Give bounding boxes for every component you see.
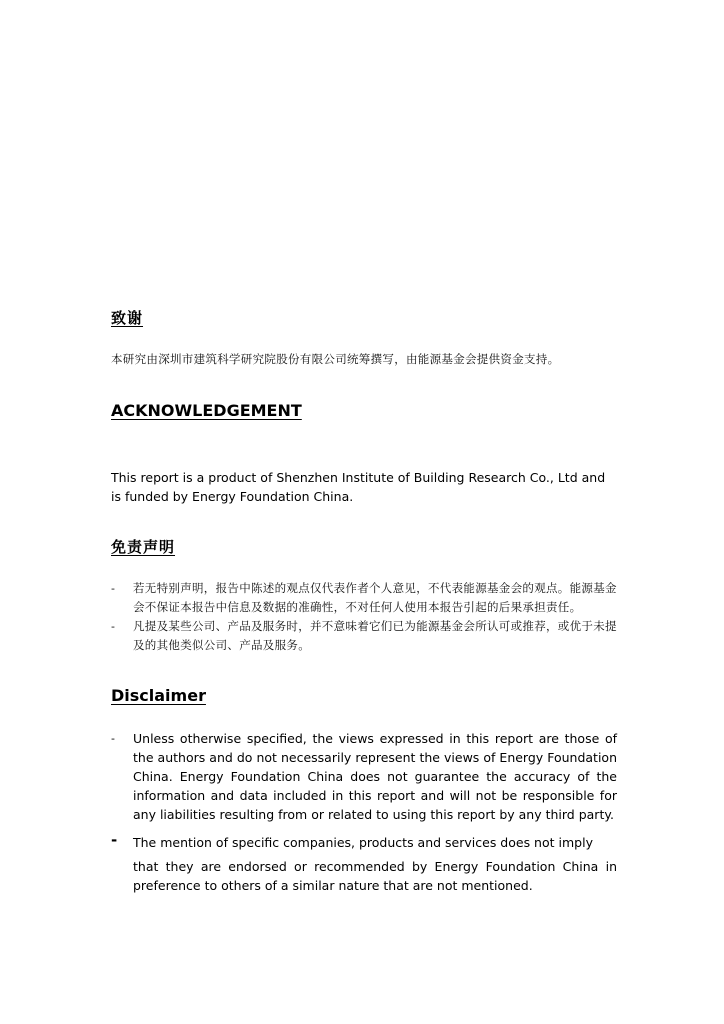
acknowledgement-en-text: This report is a product of Shenzhen Institute of Building Research Co., Ltd and is funded by Energy Foundation China. — [111, 470, 606, 504]
disclaimer-en-title: Disclaimer — [111, 686, 206, 705]
disclaimer-cn-title: 免责声明 — [111, 538, 176, 556]
bullet-dash: - — [111, 582, 116, 595]
disclaimer-cn-item — [111, 579, 617, 617]
disclaimer-cn-item — [111, 617, 617, 655]
disclaimer-en-item-text: Unless otherwise specified, the views expressed in this report are those of the authors and do not necessarily represent the views of Energy Foundation China. Energy Foundation China does not guarantee the accuracy of the information and data included in this report and will not be responsible for any liabilities resulting from or related to using this report by any third party. — [133, 731, 617, 822]
bullet-dash: - — [111, 620, 116, 633]
disclaimer-cn-item-text: 凡提及某些公司、产品及服务时，并不意味着它们已为能源基金会所认可或推荐，或优于未提及的其他类似公司、产品及服务。 — [133, 619, 617, 652]
acknowledgement-cn-text: 本研究由深圳市建筑科学研究院股份有限公司统筹撰写，由能源基金会提供资金支持。 — [111, 352, 560, 366]
disclaimer-en-item — [111, 833, 617, 895]
disclaimer-cn-list — [111, 579, 617, 655]
bullet-dash: - — [111, 831, 118, 849]
disclaimer-en-item-text-line1: The mention of specific companies, products and services does not imply — [133, 835, 593, 850]
disclaimer-en-list — [111, 729, 617, 895]
acknowledgement-cn-title: 致谢 — [111, 309, 144, 327]
disclaimer-en-item-text-rest: that they are endorsed or recommended by Energy Foundation China in preference to others of a similar nature that are not mentioned. — [133, 859, 617, 893]
disclaimer-cn-item-text: 若无特别声明，报告中陈述的观点仅代表作者个人意见，不代表能源基金会的观点。能源基金会不保证本报告中信息及数据的准确性，不对任何人使用本报告引起的后果承担责任。 — [133, 581, 617, 614]
bullet-dash: - — [111, 732, 115, 745]
disclaimer-en-item — [111, 729, 617, 824]
acknowledgement-en-title: ACKNOWLEDGEMENT — [111, 401, 302, 420]
